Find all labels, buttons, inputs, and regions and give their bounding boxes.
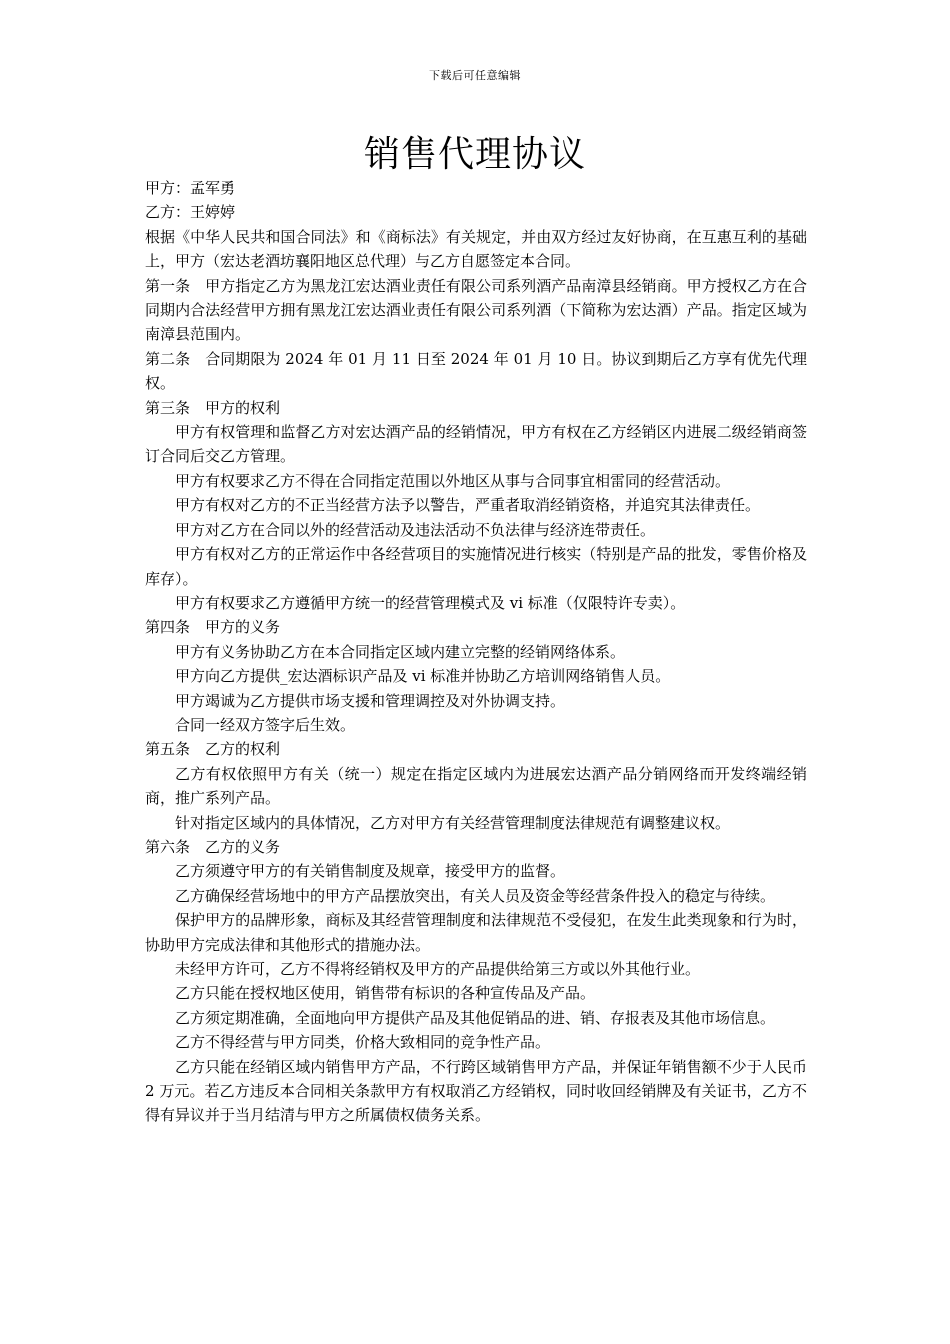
- article-6-item: 未经甲方许可，乙方不得将经销权及甲方的产品提供给第三方或以外其他行业。: [175, 960, 701, 978]
- article-1: 第一条 甲方指定乙方为黑龙江宏达酒业责任有限公司系列酒产品南漳县经销商。甲方授权乙方在合同期内合法经营甲方拥有黑龙江宏达酒业责任有限公司系列酒（下简称为宏达酒）产品。指定区域为南漳县范围内。: [145, 276, 807, 344]
- article-3-item: 甲方有权要求乙方遵循甲方统一的经营管理模式及 vi 标准（仅限特许专卖）。: [175, 593, 686, 612]
- header-note: 下载后可任意编辑: [429, 69, 521, 82]
- article-4-item: 合同一经双方签字后生效。: [175, 715, 356, 734]
- article-3-item: 甲方对乙方在合同以外的经营活动及违法活动不负法律与经济连带责任。: [175, 520, 656, 539]
- article-6-item: 乙方不得经营与甲方同类，价格大致相同的竞争性产品。: [175, 1033, 551, 1052]
- article-3-item: 甲方有权对乙方的不正当经营方法予以警告，严重者取消经销资格，并追究其法律责任。: [175, 496, 761, 515]
- article-6-item: 乙方只能在授权地区使用，销售带有标识的各种宣传品及产品。: [175, 984, 596, 1003]
- article-4-item: 甲方有义务协助乙方在本合同指定区域内建立完整的经销网络体系。: [175, 642, 626, 661]
- article-6-item: 保护甲方的品牌形象，商标及其经营管理制度和法律规范不受侵犯，在发生此类现象和行为时，协助甲方完成法律和其他形式的措施办法。: [145, 911, 807, 954]
- article-5-heading: 第五条 乙方的权利: [145, 740, 281, 759]
- article-3-item: 甲方有权管理和监督乙方对宏达酒产品的经销情况，甲方有权在乙方经销区内进展二级经销商签订合同后交乙方管理。: [145, 423, 807, 466]
- party-a: 甲方：孟军勇: [145, 179, 236, 197]
- document-title: 销售代理协议: [363, 134, 586, 175]
- document-body: [145, 176, 807, 1128]
- article-3-heading: 第三条 甲方的权利: [145, 398, 281, 417]
- article-5-item: 乙方有权依照甲方有关（统一）规定在指定区域内为进展宏达酒产品分销网络而开发终端经销商，推广系列产品。: [145, 764, 807, 808]
- article-5-item: 针对指定区域内的具体情况，乙方对甲方有关经营管理制度法律规范有调整建议权。: [175, 813, 731, 832]
- article-4-item: 甲方向乙方提供_宏达酒标识产品及 vi 标准并协助乙方培训网络销售人员。: [175, 667, 671, 686]
- preamble: 根据《中华人民共和国合同法》和《商标法》有关规定，并由双方经过友好协商，在互惠互利的基础上，甲方（宏达老酒坊襄阳地区总代理）与乙方自愿签定本合同。: [145, 227, 807, 271]
- article-6-item: 乙方须定期准确，全面地向甲方提供产品及其他促销品的进、销、存报表及其他市场信息。: [175, 1008, 776, 1027]
- article-6-heading: 第六条 乙方的义务: [145, 837, 281, 856]
- article-3-item: 甲方有权要求乙方不得在合同指定范围以外地区从事与合同事宜相雷同的经营活动。: [175, 471, 731, 490]
- article-6-item: 乙方须遵守甲方的有关销售制度及规章，接受甲方的监督。: [175, 862, 566, 881]
- article-4-heading: 第四条 甲方的义务: [145, 618, 281, 637]
- party-b: 乙方：王婷婷: [145, 203, 236, 222]
- article-6-item: 乙方只能在经销区域内销售甲方产品，不行跨区域销售甲方产品，并保证年销售额不少于人民币 2 万元。若乙方违反本合同相关条款甲方有权取消乙方经销权，同时收回经销牌及有关证书，乙方不得有异议并于当月结清与甲方之所属债权债务关系。: [145, 1057, 807, 1125]
- article-3-item: 甲方有权对乙方的正常运作中各经营项目的实施情况进行核实（特别是产品的批发，零售价格及库存）。: [145, 545, 807, 588]
- article-6-item: 乙方确保经营场地中的甲方产品摆放突出，有关人员及资金等经营条件投入的稳定与待续。: [175, 886, 776, 905]
- article-2: 第二条 合同期限为 2024 年 01 月 11 日至 2024 年 01 月 10 日。协议到期后乙方享有优先代理权。: [145, 349, 807, 393]
- article-4-item: 甲方竭诚为乙方提供市场支援和管理调控及对外协调支持。: [175, 691, 566, 710]
